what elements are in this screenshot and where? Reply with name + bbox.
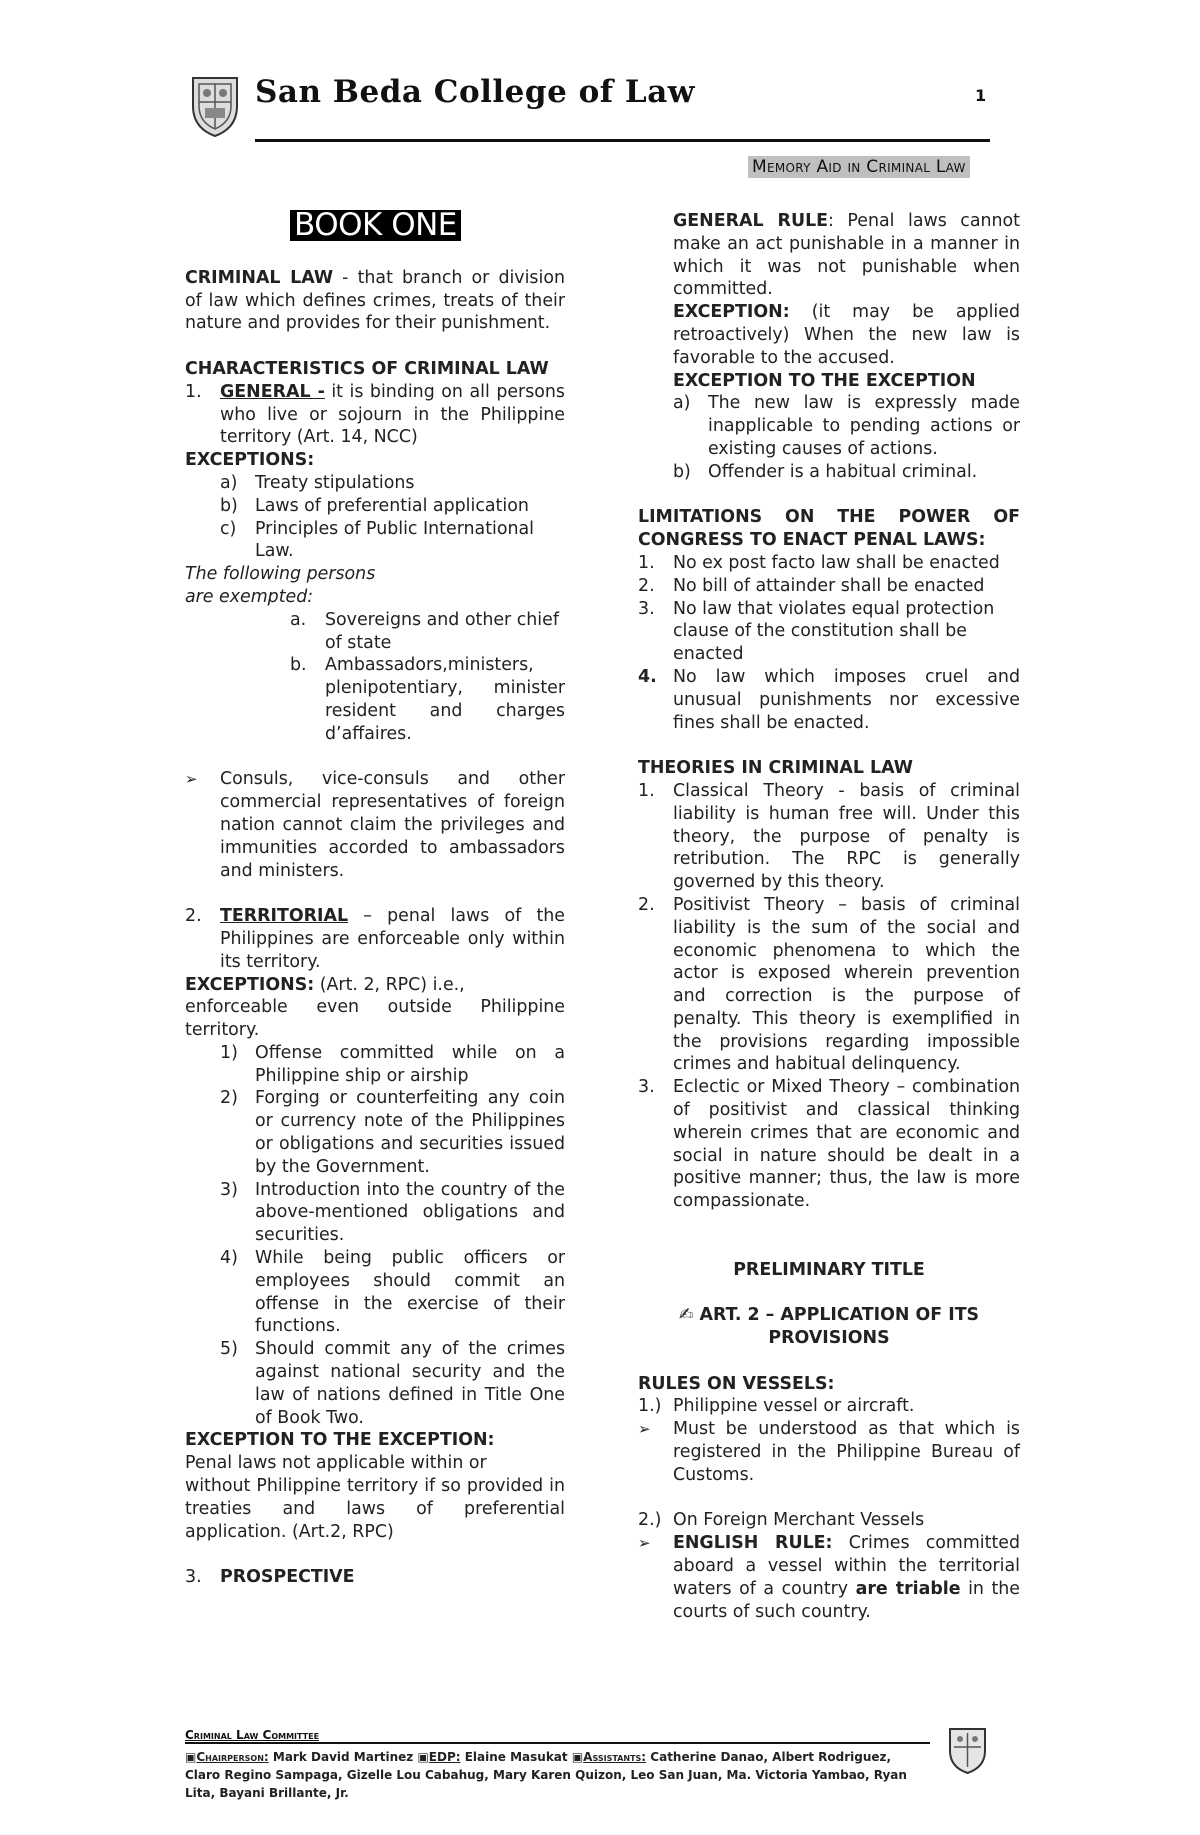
list-item: 1. No ex post facto law shall be enacted: [638, 552, 1000, 573]
arrow-bullet-icon: ➢: [638, 1534, 651, 1553]
book-icon: ▣: [571, 1750, 584, 1764]
territorial-item: 2. TERRITORIAL – penal laws of the Philippines are enforceable only within its territory.: [185, 906, 565, 972]
page-number: 1: [975, 86, 987, 105]
school-seal-icon: [185, 72, 245, 138]
list-item: b) Offender is a habitual criminal.: [673, 461, 978, 482]
exceptions-list: [220, 472, 565, 563]
prospective-item: 3. PROSPECTIVE: [185, 1567, 355, 1588]
english-rule: ➢ ENGLISH RULE: Crimes committed aboard a vessel within the territorial waters of a country are triable in the courts of such country.: [638, 1533, 1021, 1622]
book-icon: ▣: [185, 1750, 197, 1764]
list-item: a) The new law is expressly made inapplicable to pending actions or existing causes of actions.: [673, 393, 1020, 459]
list-item: 3) Introduction into the country of the above-mentioned obligations and securities.: [220, 1179, 565, 1246]
exception-to-exception-heading: EXCEPTION TO THE EXCEPTION: [673, 370, 976, 391]
list-item: 3. Eclectic or Mixed Theory – combination of positivist and classical thinking wherein crimes that are economic and social in nature should be dealt in a positive manner; thus, the law is more compassionate.: [638, 1077, 1020, 1212]
vessel-rule-1: 1.) Philippine vessel or aircraft.: [638, 1396, 915, 1417]
vessels-heading: RULES ON VESSELS:: [638, 1373, 835, 1394]
general-item: 1. GENERAL - it is binding on all persons who live or sojourn in the Philippine territory (Art. 14, NCC): [185, 381, 565, 448]
list-item: 2. Positivist Theory – basis of criminal liability is the sum of the social and economic phenomena to which the actor is exposed wherein prevention and correction is the purpose of penalty. This theory is exemplified in the provisions regarding impossible crimes and habitual delinquency.: [638, 894, 1020, 1075]
list-item: a) Treaty stipulations: [220, 472, 415, 493]
exception-to-exception-rest: without Philippine territory if so provided in treaties and laws of preferential application. (Art.2, RPC): [185, 1476, 565, 1542]
list-item: 2. No bill of attainder shall be enacted: [638, 575, 985, 596]
book-icon: ▣: [417, 1750, 429, 1764]
preliminary-title: PRELIMINARY TITLE: [733, 1259, 925, 1280]
exempted-list: [290, 609, 565, 746]
art2-title: ✍ ART. 2 – APPLICATION OF ITS PROVISIONS: [678, 1305, 980, 1349]
list-item: 2) Forging or counterfeiting any coin or currency note of the Philippines or obligations and securities issued by the Government.: [220, 1088, 565, 1177]
book-title: BOOK ONE: [290, 210, 461, 241]
arrow-bullet-icon: ➢: [185, 770, 198, 789]
list-item: 5) Should commit any of the crimes against national security and the law of nations defined in Title One of Book Two.: [220, 1339, 565, 1428]
territorial-list: [220, 1042, 565, 1430]
exception-to-exception-label: EXCEPTION TO THE EXCEPTION:: [185, 1430, 495, 1451]
footer-names: ▣Chairperson: Mark David Martinez ▣EDP: Elaine Masukat ▣Assistants: Catherine Danao, Albert Rodriguez, Claro Regino Sampaga, Gizelle Lou Cabahug, Mary Karen Quizon, Leo San Juan, Ma. Victoria Yambao, Ryan Lita, Bayani Brillante, Jr.: [185, 1750, 907, 1800]
school-name: San Beda College of Law: [255, 74, 695, 110]
list-item: 4. No law which imposes cruel and unusual punishments nor excessive fines shall be enacted.: [638, 666, 1020, 733]
list-item: 4) While being public officers or employees should commit an offense in the exercise of their functions.: [220, 1248, 565, 1337]
general-rule: GENERAL RULE: Penal laws cannot make an act punishable in a manner in which it was not punishable when committed.: [673, 211, 1020, 300]
list-item: b) Laws of preferential application: [220, 495, 529, 516]
exempted-intro: The following persons are exempted:: [185, 564, 376, 607]
footer-seal-icon: [945, 1725, 990, 1775]
exception-rule: EXCEPTION: (it may be applied retroactively) When the new law is favorable to the accused.: [673, 302, 1020, 368]
header-rule: [255, 139, 990, 142]
list-item: b. Ambassadors,ministers, plenipotentiary, minister resident and charges d’affaires.: [290, 655, 565, 744]
right-column: [638, 210, 1020, 1623]
vessel-rule-1-note: ➢ Must be understood as that which is registered in the Philippine Bureau of Customs.: [638, 1419, 1020, 1485]
exception-to-exception-first: Penal laws not applicable within or: [185, 1453, 487, 1474]
arrow-bullet-icon: ➢: [638, 1420, 651, 1439]
list-item: a. Sovereigns and other chief of state: [290, 609, 559, 653]
territorial-exceptions-cont: enforceable even outside Philippine territory.: [185, 997, 565, 1041]
characteristics-heading: CHARACTERISTICS OF CRIMINAL LAW: [185, 358, 549, 379]
document-subtitle: Memory Aid in Criminal Law: [748, 156, 970, 178]
theories-heading: THEORIES IN CRIMINAL LAW: [638, 758, 913, 779]
left-column: [185, 207, 565, 1589]
footer-committee: Criminal Law Committee: [185, 1728, 320, 1742]
exceptions-label: EXCEPTIONS:: [185, 450, 315, 471]
pencil-icon: ✍: [678, 1305, 694, 1326]
list-item: 3. No law that violates equal protection clause of the constitution shall be enacted: [638, 598, 995, 665]
limitations-heading: LIMITATIONS ON THE POWER OF CONGRESS TO ENACT PENAL LAWS:: [638, 507, 1020, 551]
list-item: 1) Offense committed while on a Philippine ship or airship: [220, 1042, 565, 1086]
footer-rule: [185, 1742, 930, 1744]
list-item: 1. Classical Theory - basis of criminal liability is human free will. Under this theory, the purpose of penalty is retribution. The RPC is generally governed by this theory.: [638, 780, 1020, 893]
vessel-rule-2: 2.) On Foreign Merchant Vessels: [638, 1510, 925, 1531]
criminal-law-definition: CRIMINAL LAW - that branch or division of law which defines crimes, treats of their nature and provides for their punishment.: [185, 267, 565, 334]
consuls-note: ➢ Consuls, vice-consuls and other commercial representatives of foreign nation cannot claim the privileges and immunities accorded to ambassadors and ministers.: [185, 769, 565, 881]
list-item: c) Principles of Public International Law.: [220, 518, 535, 562]
territorial-exceptions: EXCEPTIONS: (Art. 2, RPC) i.e.,: [185, 974, 465, 995]
